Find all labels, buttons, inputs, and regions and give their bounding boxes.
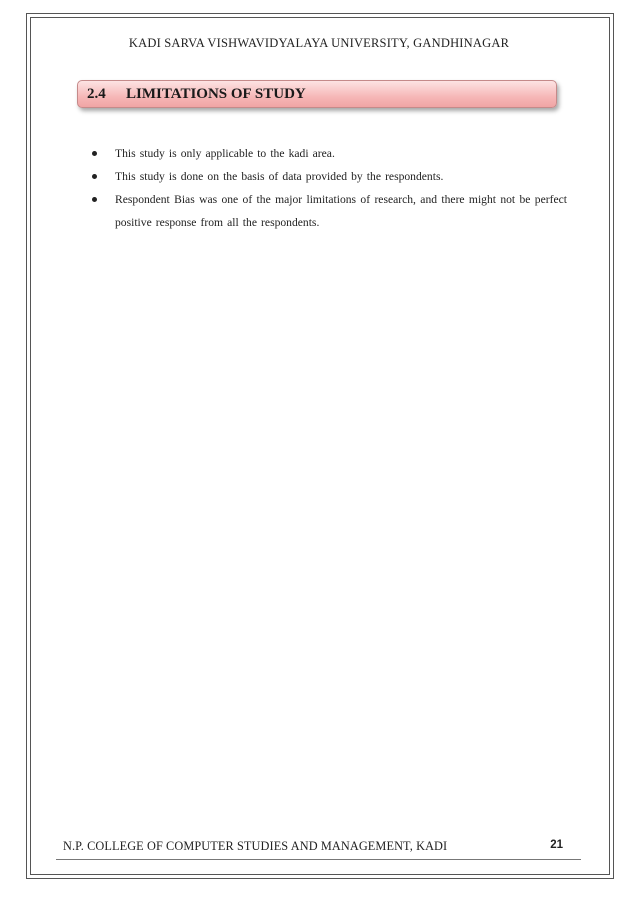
bullet-icon bbox=[92, 174, 97, 179]
bullet-icon bbox=[92, 197, 97, 202]
page-number: 21 bbox=[550, 839, 563, 851]
section-title: LIMITATIONS OF STUDY bbox=[126, 86, 306, 102]
bullet-icon bbox=[92, 151, 97, 156]
list-item-text: This study is done on the basis of data provided by the respondents. bbox=[115, 170, 444, 183]
section-heading bbox=[77, 80, 557, 108]
limitations-list bbox=[92, 142, 567, 234]
list-item bbox=[92, 165, 567, 188]
page-header: KADI SARVA VISHWAVIDYALAYA UNIVERSITY, GANDHINAGAR bbox=[128, 36, 510, 50]
list-item-text: This study is only applicable to the kadi area. bbox=[115, 147, 335, 160]
list-item-text: Respondent Bias was one of the major limitations of research, and there might not be perfect positive response from all the respondents. bbox=[115, 193, 567, 229]
section-number: 2.4 bbox=[87, 86, 106, 102]
footer-college: N.P. COLLEGE OF COMPUTER STUDIES AND MANAGEMENT, KADI bbox=[63, 839, 448, 853]
list-item bbox=[92, 142, 567, 165]
footer-divider bbox=[56, 859, 581, 860]
list-item bbox=[92, 188, 567, 234]
